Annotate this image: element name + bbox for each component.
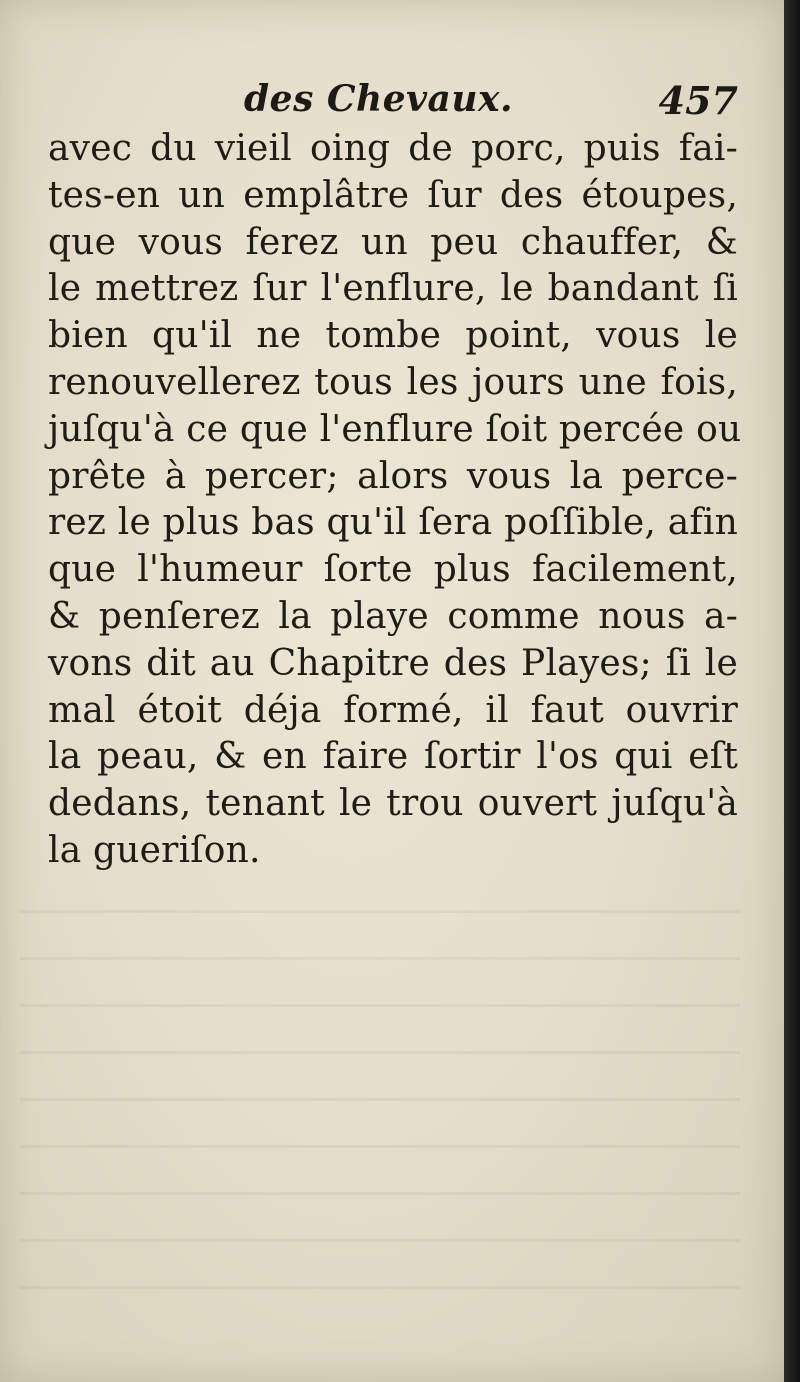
text-line: & penſerez la playe comme nous a- — [48, 595, 738, 637]
text-line: le mettrez ſur l'enflure, le bandant ſi — [48, 268, 738, 310]
text-line: rez le plus bas qu'il ſera poſſible, afin — [48, 502, 738, 544]
text-line: que l'humeur ſorte plus facilement, — [48, 549, 738, 591]
text-line: juſqu'à ce que l'enflure ſoit percée ou — [48, 408, 742, 450]
running-head-title: des Chevaux. — [244, 78, 514, 120]
text-line: bien qu'il ne tombe point, vous le — [48, 315, 738, 357]
text-line: renouvellerez tous les jours une fois, — [48, 361, 738, 403]
text-line: mal étoit déja formé, il faut ouvrir — [48, 689, 738, 731]
page-number: 457 — [658, 78, 738, 123]
text-line: vons dit au Chapitre des Playes; ſi le — [48, 642, 738, 684]
text-line: dedans, tenant le trou ouvert juſqu'à — [48, 783, 738, 825]
text-line: la gueriſon. — [48, 829, 261, 871]
text-line: avec du vieil oing de porc, puis fai- — [48, 128, 738, 169]
body-paragraph — [48, 126, 742, 875]
show-through-texture — [20, 880, 740, 1320]
text-line: la peau, & en faire ſortir l'os qui eſt — [48, 736, 738, 778]
text-line: prête à percer; alors vous la perce- — [48, 455, 738, 497]
running-head — [48, 78, 738, 128]
text-line: tes-en un emplâtre ſur des étoupes, — [48, 174, 738, 216]
text-line: que vous ferez un peu chauffer, & — [48, 221, 738, 263]
scan-edge — [784, 0, 800, 1382]
